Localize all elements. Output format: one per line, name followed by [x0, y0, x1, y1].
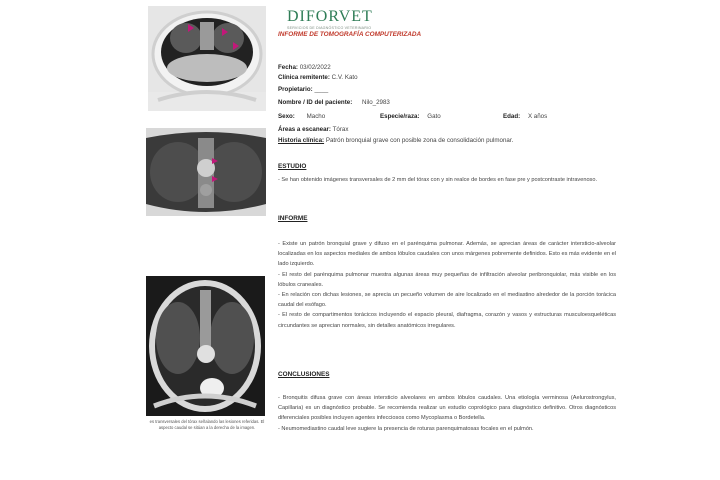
edad-value: X años [527, 113, 548, 120]
historia-label: Historia clínica: [278, 137, 325, 144]
field-fecha [278, 64, 331, 71]
edad-label: Edad: [503, 113, 521, 120]
areas-label: Áreas a escanear: [278, 126, 331, 133]
field-areas [278, 126, 348, 133]
ct-scan-icon [146, 128, 266, 216]
brand-tagline: SERVICIOS DE DIAGNÓSTICO VETERINARIO [287, 26, 372, 30]
informe-paragraph-2: - El resto del parénquima pulmonar muestra algunas áreas muy pequeñas de infiltración alveolar peribronquiolar, más visible en los lóbulos craneales. [278, 271, 616, 288]
section-estudio-title: ESTUDIO [278, 163, 307, 170]
section-estudio-text [278, 175, 616, 185]
section-informe-text [278, 239, 616, 331]
ct-image-middle [146, 128, 266, 216]
field-historia [278, 137, 513, 144]
field-sexo [278, 113, 325, 120]
informe-paragraph-3: - En relación con dichas lesiones, se aprecia un pecueño volumen de aire localizado en el mediastino alrededor de la porción torácica caudal del esófago. [278, 292, 616, 309]
fecha-value: 03/02/2022 [299, 64, 331, 71]
image-caption: es transversales del tórax señalando las lesiones referidas. El aspecto caudal se sitúan a la derecha de la imagen. [149, 419, 265, 430]
field-especie [380, 113, 441, 120]
sexo-value: Macho [306, 113, 326, 120]
propietario-value: ____ [314, 86, 329, 93]
propietario-label: Propietario: [278, 86, 313, 93]
field-propietario [278, 86, 328, 93]
ct-image-lower [146, 276, 265, 416]
ct-scan-icon [146, 276, 265, 416]
especie-value: Gato [427, 113, 441, 120]
fecha-label: Fecha: [278, 64, 298, 71]
report-title: INFORME DE TOMOGRAFÍA COMPUTERIZADA [278, 31, 422, 38]
historia-value: Patrón bronquial grave con posible zona de consolidación pulmonar. [325, 137, 514, 144]
ct-scan-icon [148, 6, 266, 111]
clinica-label: Clínica remitente: [278, 74, 330, 81]
field-nombre [278, 99, 390, 106]
clinica-value: C.V. Kato [331, 74, 358, 81]
areas-value: Tórax [332, 126, 349, 133]
field-clinica [278, 74, 358, 81]
estudio-paragraph: - Se han obtenido imágenes transversales de 2 mm del tórax con y sin realce de bordes en fase pre y postcontraste intravenoso. [278, 177, 598, 183]
informe-paragraph-1: - Existe un patrón bronquial grave y difuso en el parénquima pulmonar. Además, se aprecian áreas de carácter intersticio-alveolar localizadas en los aspectos mediales de ambos lóbulos caudales con unos márgenes pobremente definidos. Esto es más evidente en el lado izquierdo. [278, 241, 616, 268]
nombre-value: Nilo_2983 [362, 99, 390, 106]
section-conclusiones-title: CONCLUSIONES [278, 371, 330, 378]
informe-paragraph-4: - El resto de compartimentos torácicos incluyendo el espacio pleural, diafragma, corazón y vasos y estructuras musculoesqueléticas circundantes se aprecian normales, sin detalles anatómicos irregulares. [278, 312, 616, 329]
brand-logo: DIFORVET [287, 8, 373, 25]
especie-label: Especie/raza: [380, 113, 420, 120]
ct-image-upper [148, 6, 266, 111]
section-informe-title: INFORME [278, 215, 308, 222]
sexo-label: Sexo: [278, 113, 295, 120]
conclusiones-paragraph-1: - Bronquitis difusa grave con áreas intersticio alveolares en ambos lóbulos caudales. Una etiología verminosa (Aelurostrongylus, Capillaria) es un diagnóstico probable. Se recomienda realizar un estudio coprológico para diagnóstico definitivo. Otros diagnósticos diferenciales posibles incluyen agentes infecciosos como Mycoplasma o Bordetella. [278, 395, 616, 422]
section-conclusiones-text [278, 393, 616, 434]
conclusiones-paragraph-2: - Neumomediastino caudal leve sugiere la presencia de roturas parenquimatosas focales en el pulmón. [278, 425, 534, 432]
field-edad [503, 113, 547, 120]
nombre-label: Nombre / ID del paciente: [278, 99, 353, 106]
